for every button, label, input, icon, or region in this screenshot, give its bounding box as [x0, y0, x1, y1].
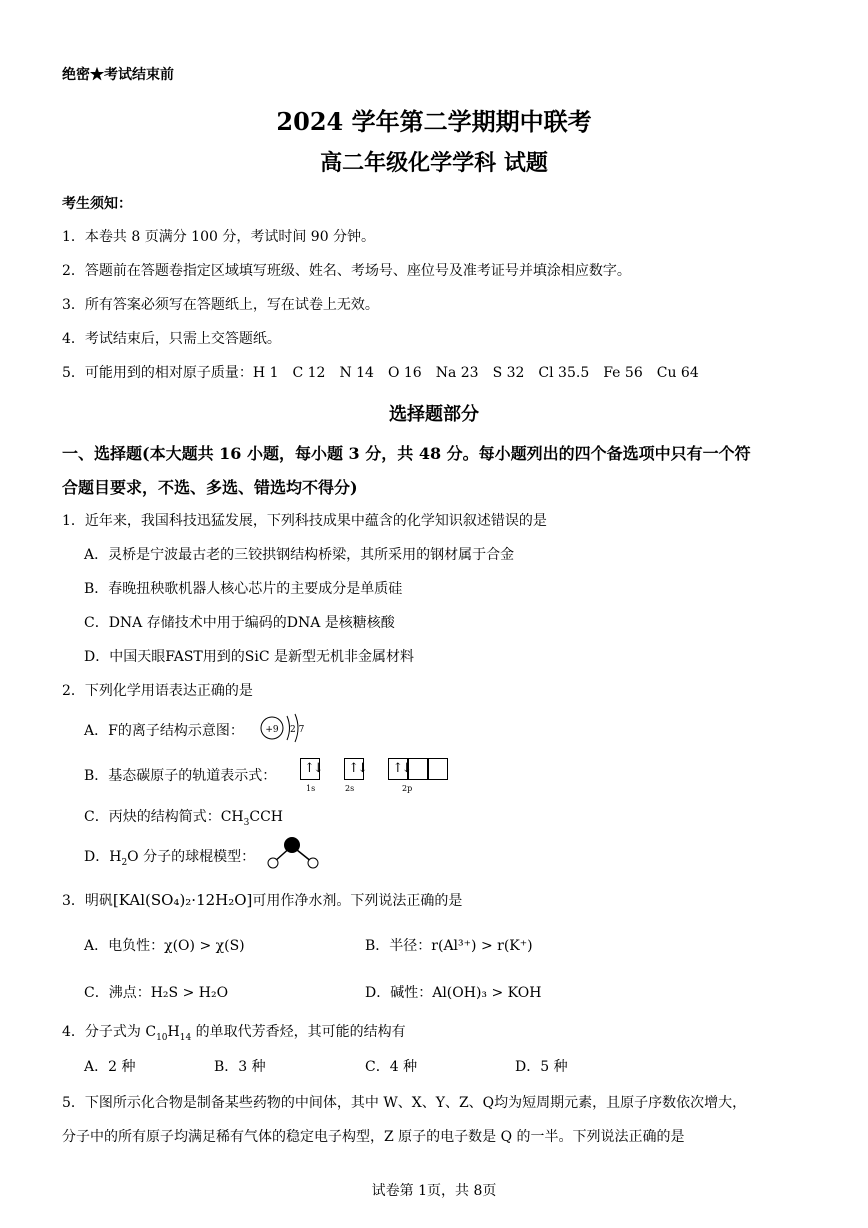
- notice-item: 1．本卷共 8 页满分 100 分，考试时间 90 分钟。: [62, 229, 376, 245]
- question-1-option-c: C．DNA 存储技术中用于编码的DNA 是核糖核酸: [84, 615, 395, 631]
- notice-item: 3．所有答案必须写在答题纸上，写在试卷上无效。: [62, 297, 379, 313]
- orbital-2s: ↑↓: [344, 758, 364, 780]
- question-5-stem: 5．下图所示化合物是制备某些药物的中间体，其中 W、X、Y、Z、Q均为短周期元素，且原子序数依次增大，: [62, 1095, 747, 1111]
- orbital-2p-1: ↑↓: [388, 758, 408, 780]
- notice-heading: 考生须知：: [62, 196, 132, 212]
- question-4-stem: 4．分子式为 $C_{10}H_{14}$ 的单取代芳香烃，其可能的结构有: [62, 1024, 406, 1043]
- orbital-label-2s: 2s: [345, 784, 355, 793]
- question-3-option-d: D．碱性：Al(OH)₃ > KOH: [365, 985, 542, 1001]
- exam-subtitle: 高二年级化学学科 试题: [320, 150, 548, 176]
- question-4-option-d: D．5 种: [515, 1059, 568, 1075]
- ion-structure-diagram: [254, 710, 314, 746]
- question-3-option-a: A．电负性：χ(O) > χ(S): [84, 938, 245, 954]
- section-title: 选择题部分: [389, 404, 479, 425]
- question-5-stem-cont: 分子中的所有原子均满足稀有气体的稳定电子构型，Z 原子的电子数是 Q 的一半。下列说法正确的是: [62, 1129, 685, 1145]
- orbital-2p-2: [408, 758, 428, 780]
- question-4-option-c: C．4 种: [365, 1059, 418, 1075]
- question-1-option-d: D．中国天眼FAST用到的SiC 是新型无机非金属材料: [84, 649, 414, 665]
- question-1-option-a: A．灵桥是宁波最古老的三铰拱钢结构桥梁，其所采用的钢材属于合金: [84, 547, 515, 563]
- page-footer: 试卷第 1页，共 8页: [371, 1183, 497, 1199]
- question-2-option-d: D．$H_2O$ 分子的球棍模型：: [84, 849, 256, 868]
- question-2-option-a: [84, 720, 244, 740]
- option-a-text: A．F的离子结构示意图：: [84, 723, 244, 739]
- shell-electrons: 2 7: [290, 725, 305, 735]
- question-4-option-a: A．2 种: [84, 1059, 136, 1075]
- notice-item: 4．考试结束后，只需上交答题纸。: [62, 331, 281, 347]
- orbital-label-1s: 1s: [306, 784, 316, 793]
- orbital-label-2p: 2p: [402, 784, 413, 793]
- question-2-option-c: C．丙炔的结构简式：$CH_3CCH$: [84, 809, 284, 828]
- part-heading-cont: 合题目要求，不选、多选、错选均不得分): [62, 478, 358, 497]
- ball-stick-model: [262, 834, 324, 870]
- question-2-option-b: B．基态碳原子的轨道表示式：: [84, 768, 277, 784]
- question-3-stem: 3．明矾[KAl(SO₄)₂·12H₂O]可用作净水剂。下列说法正确的是: [62, 891, 463, 909]
- notice-item: 5．可能用到的相对原子质量：H 1 C 12 N 14 O 16 Na 23 S 32 Cl 35.5 Fe 56 Cu 64: [62, 365, 699, 381]
- part-heading: 一、选择题(本大题共 16 小题，每小题 3 分，共 48 分。每小题列出的四个备选项中只有一个符: [62, 444, 751, 463]
- notice-item: 2．答题前在答题卷指定区域填写班级、姓名、考场号、座位号及准考证号并填涂相应数字。: [62, 263, 631, 279]
- nucleus-charge: +9: [265, 725, 279, 735]
- question-1-stem: 1．近年来，我国科技迅猛发展，下列科技成果中蕴含的化学知识叙述错误的是: [62, 513, 547, 529]
- confidential-mark: 绝密★考试结束前: [62, 67, 174, 83]
- question-1-option-b: B．春晚扭秧歌机器人核心芯片的主要成分是单质硅: [84, 581, 403, 597]
- question-3-option-b: B．半径：r(Al³⁺) > r(K⁺): [365, 938, 533, 954]
- exam-title: 2024 学年第二学期期中联考: [276, 107, 592, 136]
- question-4-option-b: B．3 种: [214, 1059, 266, 1075]
- orbital-1s: ↑↓: [300, 758, 320, 780]
- question-2-stem: 2．下列化学用语表达正确的是: [62, 683, 253, 699]
- orbital-2p-3: [428, 758, 448, 780]
- orbital-diagram: [300, 758, 448, 780]
- question-3-option-c: C．沸点：H₂S > H₂O: [84, 985, 229, 1001]
